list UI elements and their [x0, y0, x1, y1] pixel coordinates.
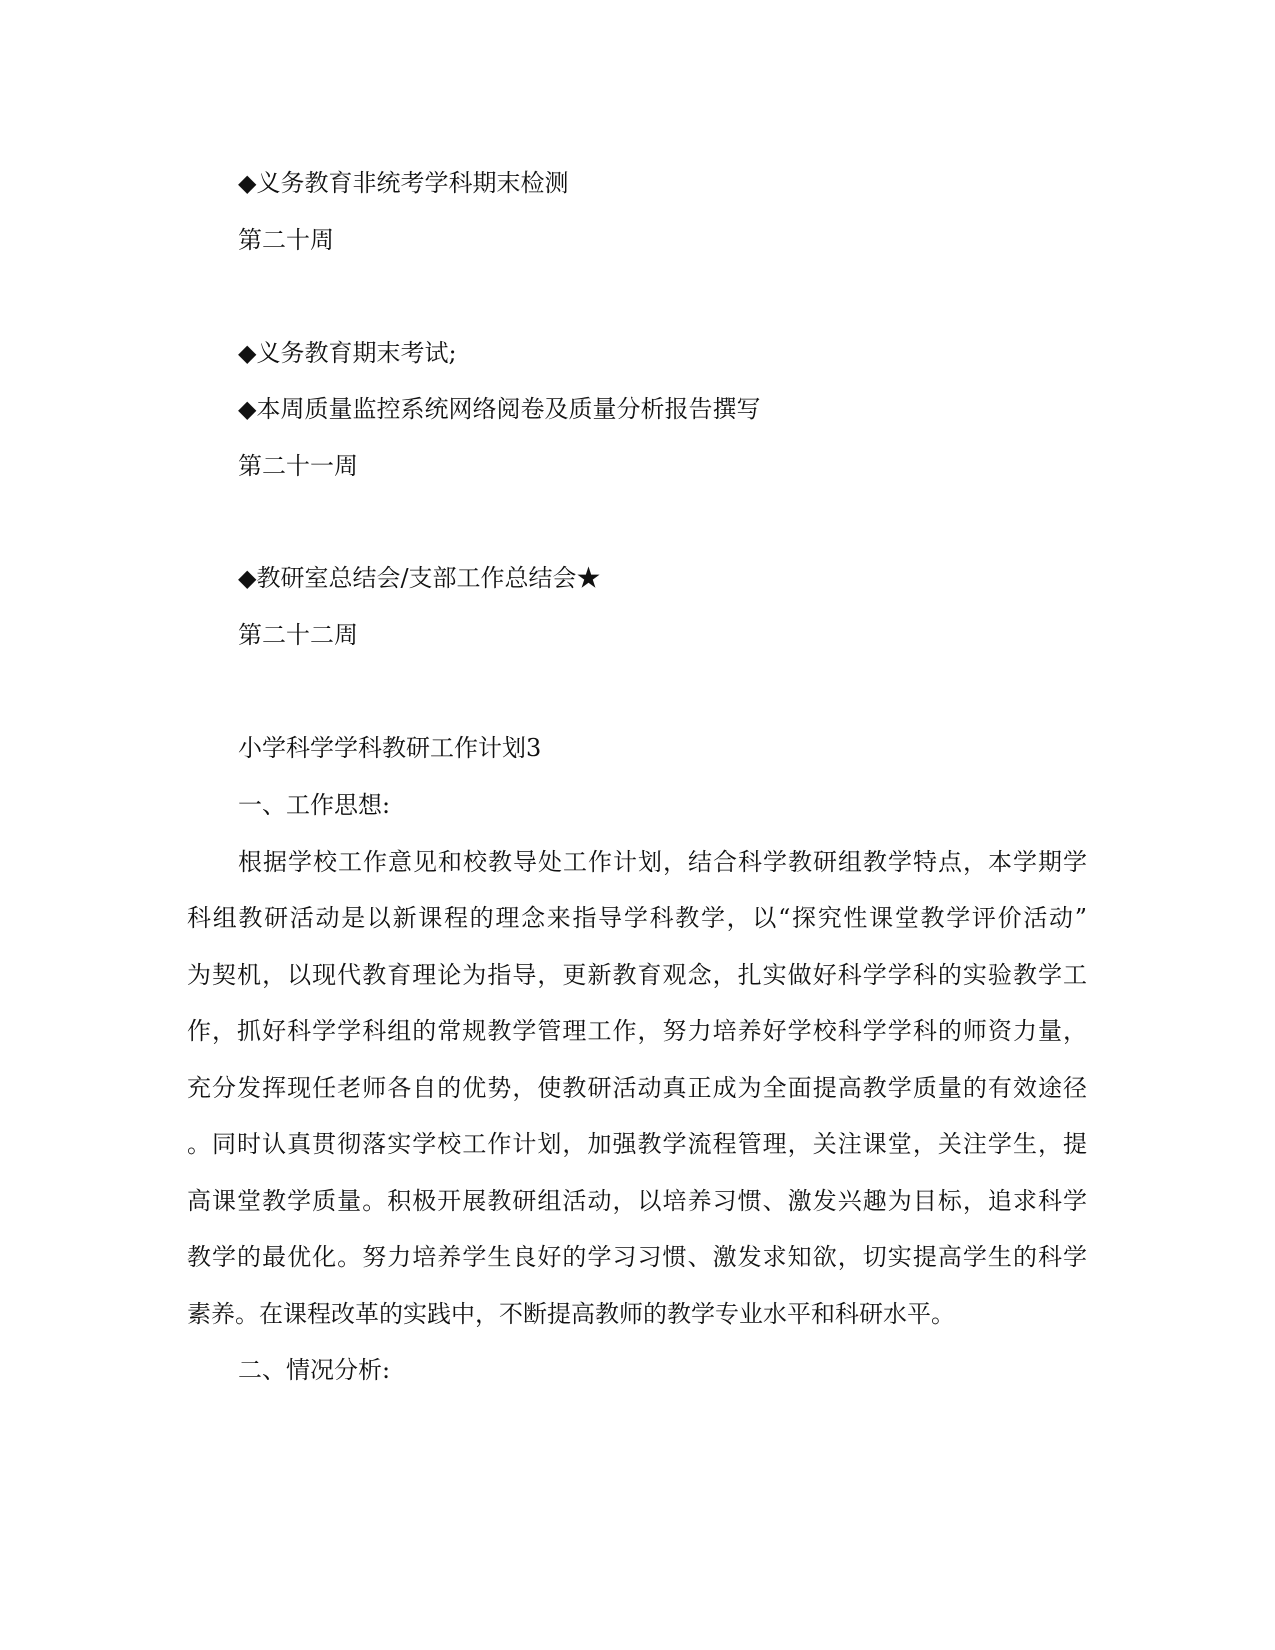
bullet-final-check: ◆义务教育非统考学科期末检测 [238, 169, 569, 197]
week-21-heading: 第二十一周 [238, 452, 358, 480]
paragraph-line: 。同时认真贯彻落实学校工作计划，加强教学流程管理，关注课堂，关注学生，提 [187, 1130, 1087, 1158]
bullet-quality-report: ◆本周质量监控系统网络阅卷及质量分析报告撰写 [238, 395, 761, 423]
paragraph-line: 素养。在课程改革的实践中，不断提高教师的教学专业水平和科研水平。 [187, 1300, 955, 1328]
paragraph-line: 充分发挥现任老师各自的优势，使教研活动真正成为全面提高教学质量的有效途径 [187, 1074, 1087, 1102]
plan-title: 小学科学学科教研工作计划3 [238, 734, 542, 762]
paragraph-line: 科组教研活动是以新课程的理念来指导学科教学，以“探究性课堂教学评价活动” [187, 904, 1087, 932]
paragraph-line: 教学的最优化。努力培养学生良好的学习习惯、激发求知欲，切实提高学生的科学 [187, 1243, 1087, 1271]
bullet-summary-meeting: ◆教研室总结会/支部工作总结会★ [238, 564, 601, 592]
paragraph-line: 作，抓好科学学科组的常规教学管理工作，努力培养好学校科学学科的师资力量， [187, 1017, 1087, 1045]
paragraph-line: 根据学校工作意见和校教导处工作计划，结合科学教研组教学特点，本学期学 [238, 848, 1087, 876]
section-one-heading: 一、工作思想: [238, 791, 391, 819]
section-two-heading: 二、情况分析: [238, 1356, 391, 1384]
paragraph-line: 为契机，以现代教育理论为指导，更新教育观念，扎实做好科学学科的实验教学工 [187, 961, 1087, 989]
week-22-heading: 第二十二周 [238, 621, 358, 649]
bullet-final-exam: ◆义务教育期末考试; [238, 339, 457, 367]
week-20-heading: 第二十周 [238, 226, 334, 254]
paragraph-line: 高课堂教学质量。积极开展教研组活动，以培养习惯、激发兴趣为目标，追求科学 [187, 1187, 1087, 1215]
